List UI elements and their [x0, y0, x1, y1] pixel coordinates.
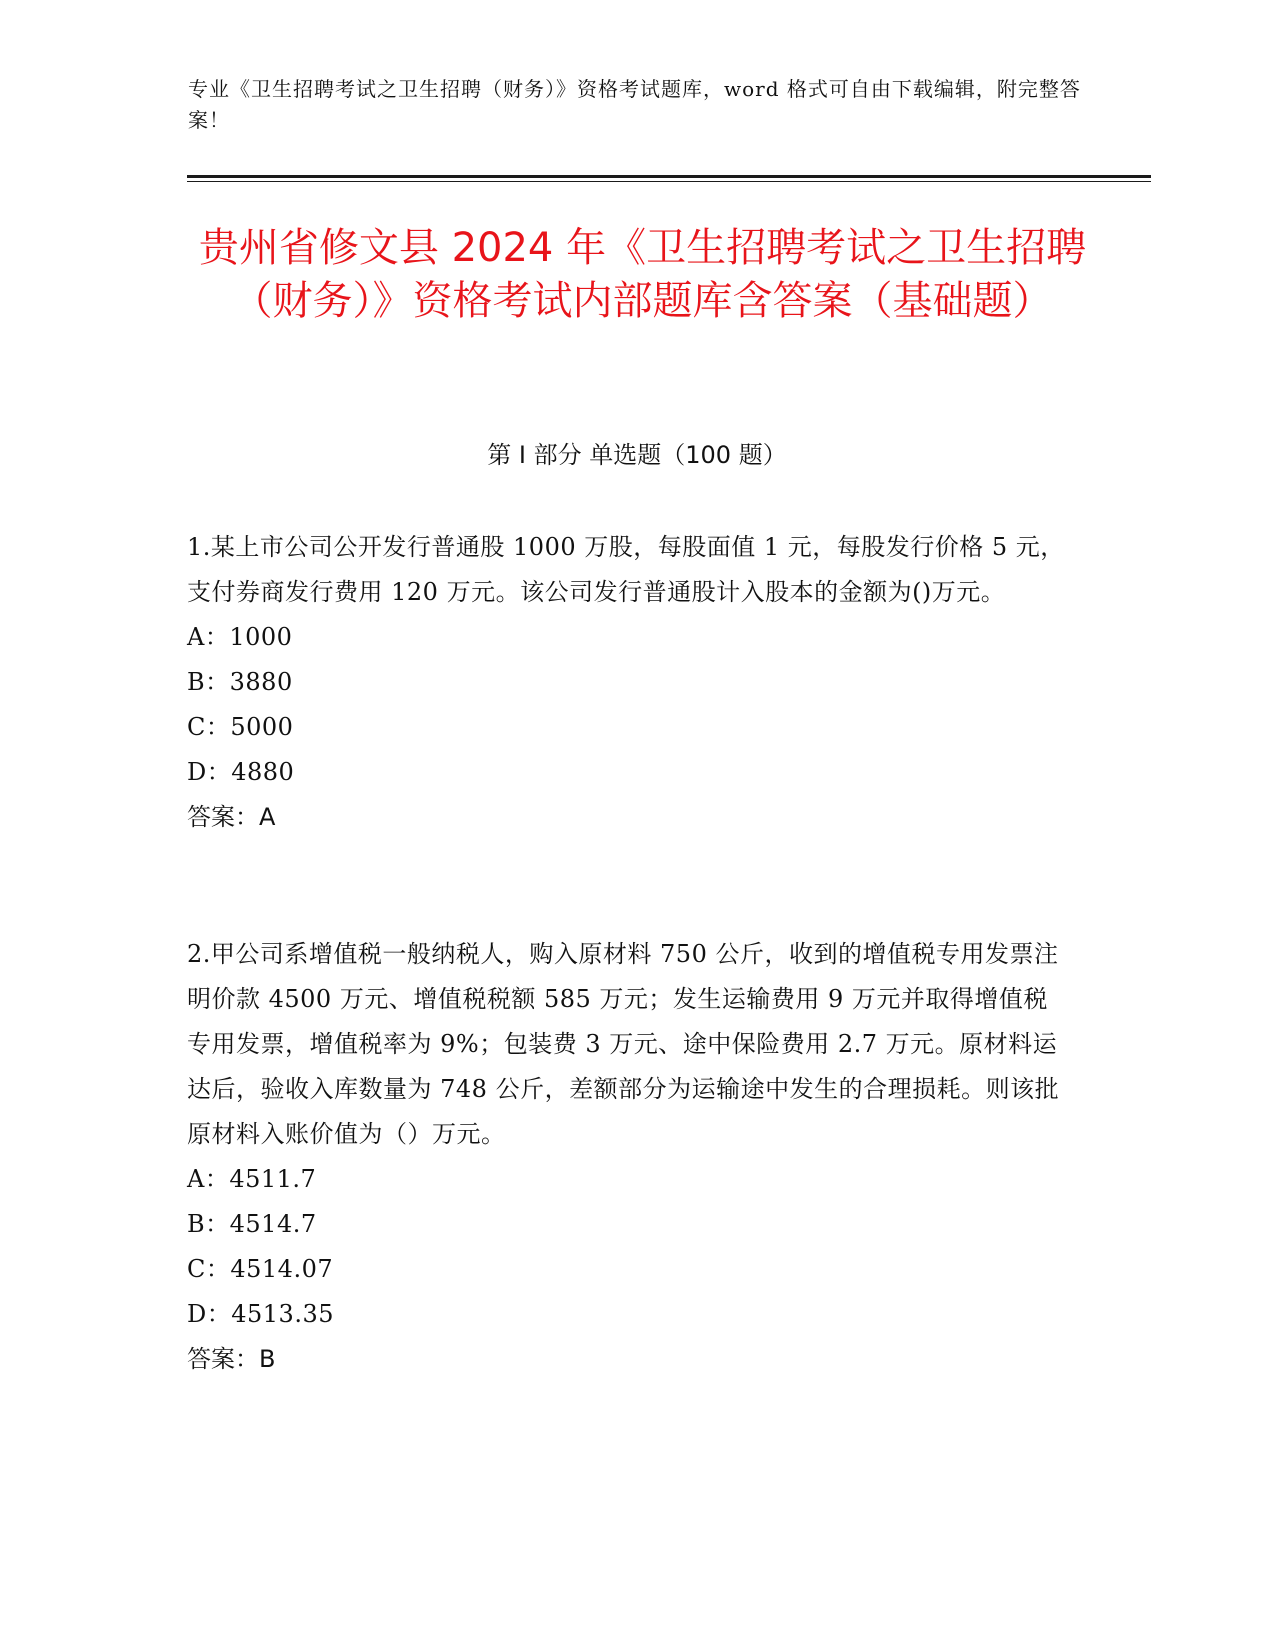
answer: 答案：B — [187, 1345, 276, 1373]
option-a: A：4511.7 — [187, 1165, 317, 1193]
option-d: D：4513.35 — [187, 1300, 334, 1328]
option-c: C：4514.07 — [187, 1255, 334, 1283]
option-d: D：4880 — [187, 758, 295, 786]
option-b: B：4514.7 — [187, 1210, 317, 1238]
answer: 答案：A — [187, 803, 276, 831]
option-b: B：3880 — [187, 668, 293, 696]
header-note: 专业《卫生招聘考试之卫生招聘（财务）》资格考试题库，word 格式可自由下载编辑，附完整答案！ — [188, 77, 1081, 132]
section-title: 第 I 部分 单选题（100 题） — [487, 441, 787, 469]
question-1 — [187, 525, 1067, 840]
header-divider-thin — [187, 181, 1151, 182]
question-stem: 2.甲公司系增值税一般纳税人，购入原材料 750 公斤，收到的增值税专用发票注明价款 4500 万元、增值税税额 585 万元；发生运输费用 9 万元并取得增值税专用发票，增值税率为 9%；包装费 3 万元、途中保险费用 2.7 万元。原材料运达后，验收入库数量为 748 公斤，差额部分为运输途中发生的合理损耗。则该批原材料入账价值为（）万元。 — [187, 940, 1060, 1148]
question-2 — [187, 932, 1067, 1382]
question-stem: 1.某上市公司公开发行普通股 1000 万股，每股面值 1 元，每股发行价格 5 元，支付券商发行费用 120 万元。该公司发行普通股计入股本的金额为()万元。 — [187, 533, 1065, 606]
option-a: A：1000 — [187, 623, 293, 651]
header-divider-thick — [187, 175, 1151, 178]
document-title: 贵州省修文县 2024 年《卫生招聘考试之卫生招聘（财务）》资格考试内部题库含答案（基础题） — [198, 225, 1087, 324]
option-c: C：5000 — [187, 713, 294, 741]
